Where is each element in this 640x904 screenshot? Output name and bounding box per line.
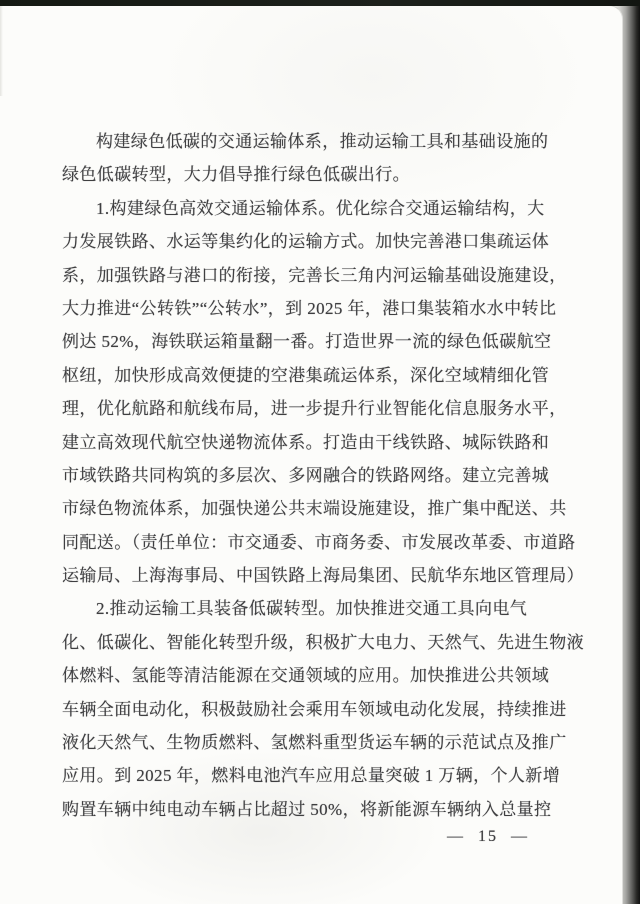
text-line: 理，优化航路和航线布局，进一步提升行业智能化信息服务水平， [62,399,567,419]
text-line: 系，加强铁路与港口的衔接，完善长三角内河运输基础设施建设， [62,265,567,285]
text-line: 例达 52%，海铁联运箱量翻一番。打造世界一流的绿色低碳航空 [62,332,552,352]
text-line: 市绿色物流体系，加强快递公共末端设施建设，推广集中配送、共 [62,499,567,519]
body-text [62,125,584,826]
document-page [0,5,623,904]
text-line: 体燃料、氢能等清洁能源在交通领域的应用。加快推进公共领域 [62,666,550,686]
text-line: 运输局、上海海事局、中国铁路上海局集团、民航华东地区管理局） [62,566,584,586]
page-number: — 15 — [447,828,529,845]
text-line: 1.构建绿色高效交通运输体系。优化综合交通运输结构，大 [96,198,545,218]
text-line: 市域铁路共同构筑的多层次、多网融合的铁路网络。建立完善城 [62,465,550,485]
text-line: 液化天然气、生物质燃料、氢燃料重型货运车辆的示范试点及推广 [62,733,567,753]
text-line: 大力推进“公转铁”“公转水”，到 2025 年，港口集装箱水水中转比 [62,298,557,318]
text-line: 构建绿色低碳的交通运输体系，推动运输工具和基础设施的 [96,132,549,151]
text-line: 同配送。（责任单位：市交通委、市商务委、市发展改革委、市道路 [62,532,576,552]
text-line: 枢纽，加快形成高效便捷的空港集疏运体系，深化空域精细化管 [62,365,550,385]
page-left-edge [0,6,3,96]
text-line: 化、低碳化、智能化转型升级，积极扩大电力、天然气、先进生物液 [62,632,584,652]
text-line: 购置车辆中纯电动车辆占比超过 50%，将新能源车辆纳入总量控 [62,799,552,819]
text-line: 建立高效现代航空快递物流体系。打造由干线铁路、城际铁路和 [62,432,550,452]
scan-top-edge-bar [0,0,640,6]
text-line: 力发展铁路、水运等集约化的运输方式。加快完善港口集疏运体 [62,232,550,252]
text-line: 应用。到 2025 年，燃料电池汽车应用总量突破 1 万辆，个人新增 [62,766,561,786]
text-line: 车辆全面电动化，积极鼓励社会乘用车领域电动化发展，持续推进 [62,699,567,719]
text-line: 绿色低碳转型，大力倡导推行绿色低碳出行。 [62,165,410,185]
text-line: 2.推动运输工具装备低碳转型。加快推进交通工具向电气 [96,599,528,619]
